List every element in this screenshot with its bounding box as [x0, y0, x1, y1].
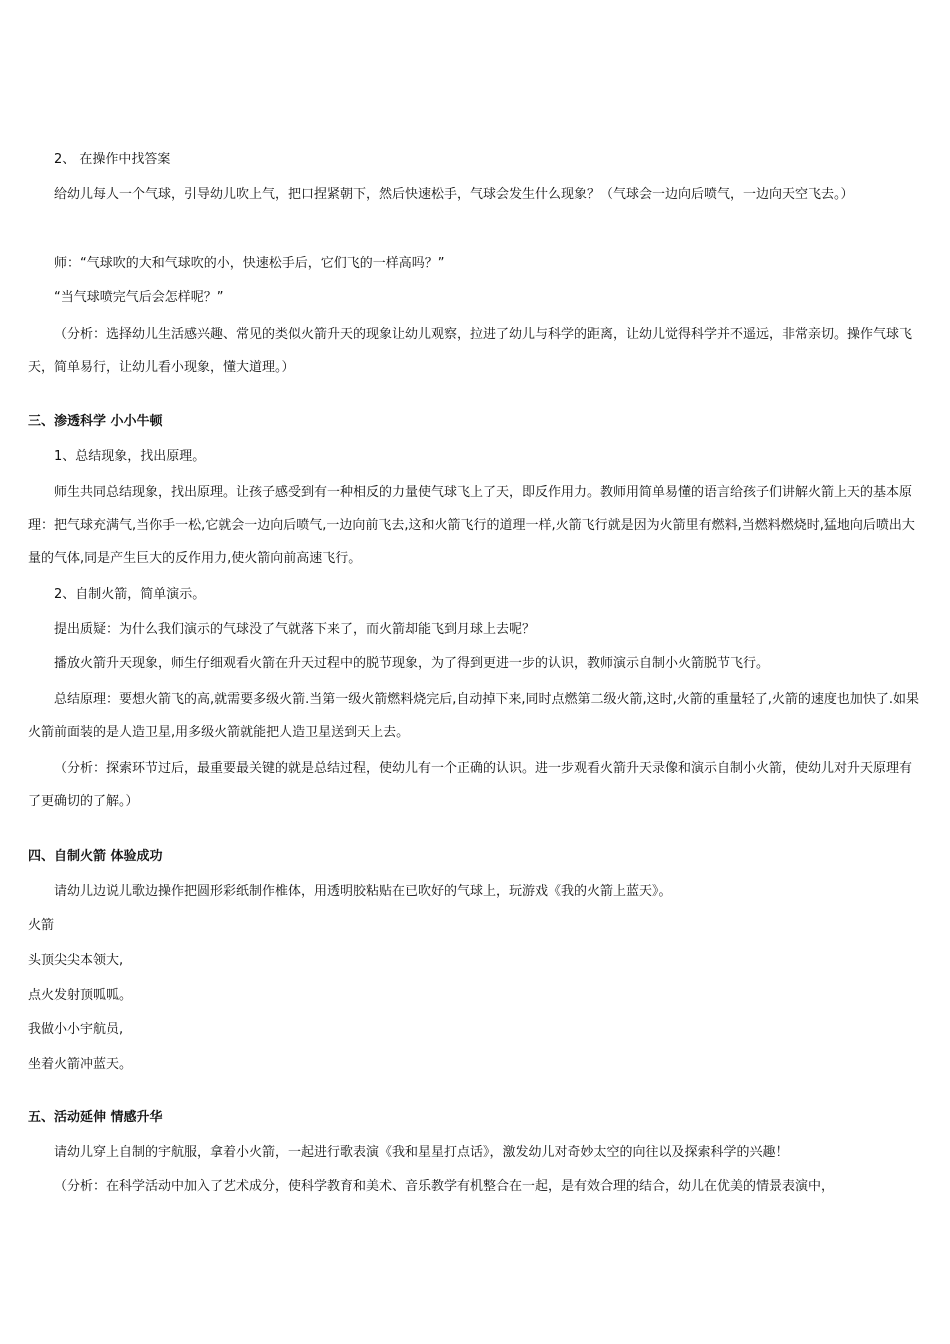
analysis-note: （分析：探索环节过后，最重要最关键的就是总结过程，使幼儿有一个正确的认识。进一步观看火箭升天录像和演示自制小火箭，使幼儿对升天原理有了更确切的了解。） [28, 761, 913, 809]
step-title: 2、 在操作中找答案 [54, 152, 171, 167]
poem-title: 火箭 [28, 918, 55, 933]
step-title: 2、自制火箭，简单演示。 [54, 587, 206, 602]
paragraph: 给幼儿每人一个气球，引导幼儿吹上气，把口捏紧朝下，然后快速松手，气球会发生什么现象？（气球会一边向后喷气，一边向天空飞去。） [54, 187, 854, 202]
paragraph: 提出质疑：为什么我们演示的气球没了气就落下来了，而火箭却能飞到月球上去呢？ [54, 622, 536, 637]
paragraph: 师生共同总结现象，找出原理。让孩子感受到有一种相反的力量使气球飞上了天，即反作用力。教师用简单易懂的语言给孩子们讲解火箭上天的基本原理：把气球充满气,当你手一松,它就会一边向后喷气,一边向前飞去,这和火箭飞行的道理一样,火箭飞行就是因为火箭里有燃料,当燃料燃烧时,猛地向后喷出大量的气体,同是产生巨大的反作用力,使火箭向前高速飞行。 [28, 485, 915, 566]
step-title: 1、总结现象，找出原理。 [54, 449, 206, 464]
poem-line: 我做小小宇航员, [28, 1022, 124, 1037]
section-heading: 四、自制火箭 体验成功 [28, 849, 163, 864]
paragraph: 总结原理：要想火箭飞的高,就需要多级火箭.当第一级火箭燃料烧完后,自动掉下来,同时点燃第二级火箭,这时,火箭的重量轻了,火箭的速度也加快了.如果火箭前面装的是人造卫星,用多级火箭就能把人造卫星送到天上去。 [28, 692, 920, 740]
paragraph: 请幼儿穿上自制的宇航服，拿着小火箭，一起进行歌表演《我和星星打点话》，激发幼儿对奇妙太空的向往以及探索科学的兴趣！ [54, 1145, 789, 1160]
paragraph-question: “当气球喷完气后会怎样呢？” [54, 290, 224, 305]
paragraph: 请幼儿边说儿歌边操作把圆形彩纸制作椎体，用透明胶粘贴在已吹好的气球上，玩游戏《我的火箭上蓝天》。 [54, 884, 672, 899]
poem-line: 点火发射顶呱呱。 [28, 988, 133, 1003]
analysis-note: （分析：在科学活动中加入了艺术成分，使科学教育和美术、音乐教学有机整合在一起，是有效合理的结合，幼儿在优美的情景表演中， [54, 1179, 835, 1194]
paragraph: 播放火箭升天现象，师生仔细观看火箭在升天过程中的脱节现象，为了得到更进一步的认识，教师演示自制小火箭脱节飞行。 [54, 656, 770, 671]
paragraph-question: 师：“气球吹的大和气球吹的小，快速松手后，它们飞的一样高吗？” [54, 256, 445, 271]
poem-line: 坐着火箭冲蓝天。 [28, 1057, 133, 1072]
analysis-note: （分析：选择幼儿生活感兴趣、常见的类似火箭升天的现象让幼儿观察，拉进了幼儿与科学的距离，让幼儿觉得科学并不遥远，非常亲切。操作气球飞天，简单易行，让幼儿看小现象，懂大道理。） [28, 327, 913, 375]
poem-line: 头顶尖尖本领大, [28, 953, 124, 968]
section-heading: 三、渗透科学 小小牛顿 [28, 414, 163, 429]
section-heading: 五、活动延伸 情感升华 [28, 1110, 163, 1125]
